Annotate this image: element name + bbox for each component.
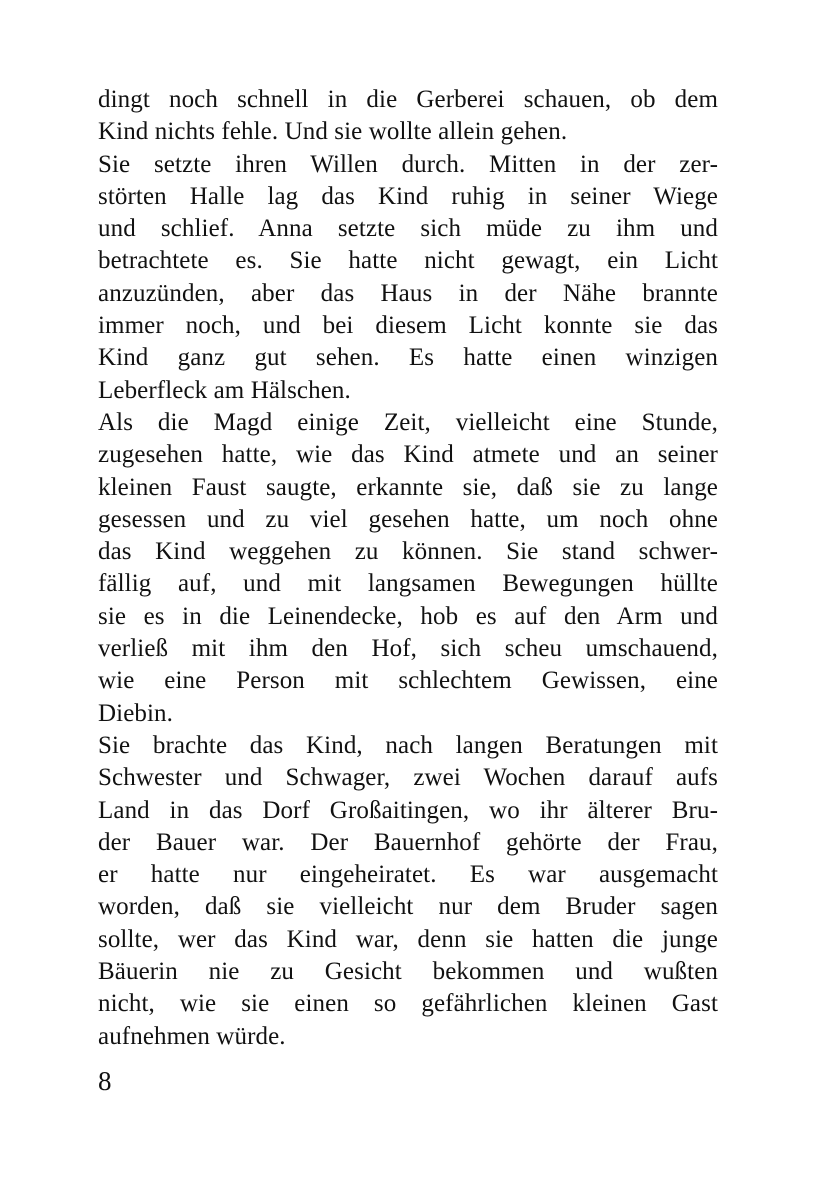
text-line: anzuzünden, aber das Haus in der Nähe brannte	[98, 279, 718, 307]
text-line: betrachtete es. Sie hatte nicht gewagt, ein Licht	[98, 247, 718, 275]
text-line: Diebin.	[98, 699, 173, 727]
text-line: zugesehen hatte, wie das Kind atmete und an seiner	[98, 441, 718, 469]
text-line: der Bauer war. Der Bauernhof gehörte der Frau,	[98, 828, 718, 856]
text-line: das Kind weggehen zu können. Sie stand schwer-	[98, 538, 718, 566]
text-line: Sie setzte ihren Willen durch. Mitten in der zer-	[98, 150, 718, 178]
paragraph	[98, 149, 718, 407]
text-line: störten Halle lag das Kind ruhig in seiner Wiege	[98, 182, 718, 210]
text-line: kleinen Faust saugte, erkannte sie, daß sie zu lange	[98, 473, 718, 501]
page-body	[98, 84, 718, 1053]
text-line: immer noch, und bei diesem Licht konnte sie das	[98, 312, 718, 340]
text-line: worden, daß sie vielleicht nur dem Bruder sagen	[98, 893, 718, 921]
text-line: Schwester und Schwager, zwei Wochen darauf aufs	[98, 764, 718, 792]
text-line: fällig auf, und mit langsamen Bewegungen hüllte	[98, 570, 718, 598]
text-line: und schlief. Anna setzte sich müde zu ihm und	[98, 215, 718, 243]
page-number: 8	[98, 1066, 112, 1096]
text-line: Kind nichts fehle. Und sie wollte allein gehen.	[98, 118, 568, 146]
text-line: er hatte nur eingeheiratet. Es war ausgemacht	[98, 861, 718, 889]
text-line: Kind ganz gut sehen. Es hatte einen winzigen	[98, 344, 718, 372]
text-line: gesessen und zu viel gesehen hatte, um noch ohne	[98, 505, 718, 533]
text-line: dingt noch schnell in die Gerberei schauen, ob dem	[98, 86, 718, 113]
text-line: aufnehmen würde.	[98, 1022, 286, 1050]
text-line: Leberfleck am Hälschen.	[98, 376, 351, 404]
text-line: Sie brachte das Kind, nach langen Beratungen mit	[98, 731, 718, 759]
text-line: Bäuerin nie zu Gesicht bekommen und wußten	[98, 958, 718, 986]
text-line: verließ mit ihm den Hof, sich scheu umschauend,	[98, 635, 718, 663]
paragraph	[98, 407, 718, 730]
text-line: sie es in die Leinendecke, hob es auf den Arm und	[98, 602, 718, 630]
paragraph	[98, 84, 718, 149]
text-line: nicht, wie sie einen so gefährlichen kleinen Gast	[98, 990, 718, 1018]
text-line: sollte, wer das Kind war, denn sie hatten die junge	[98, 925, 718, 953]
text-line: Land in das Dorf Großaitingen, wo ihr älterer Bru-	[98, 796, 718, 824]
text-line: Als die Magd einige Zeit, vielleicht eine Stunde,	[98, 408, 718, 436]
text-line: wie eine Person mit schlechtem Gewissen, eine	[98, 667, 718, 695]
paragraph	[98, 730, 718, 1053]
